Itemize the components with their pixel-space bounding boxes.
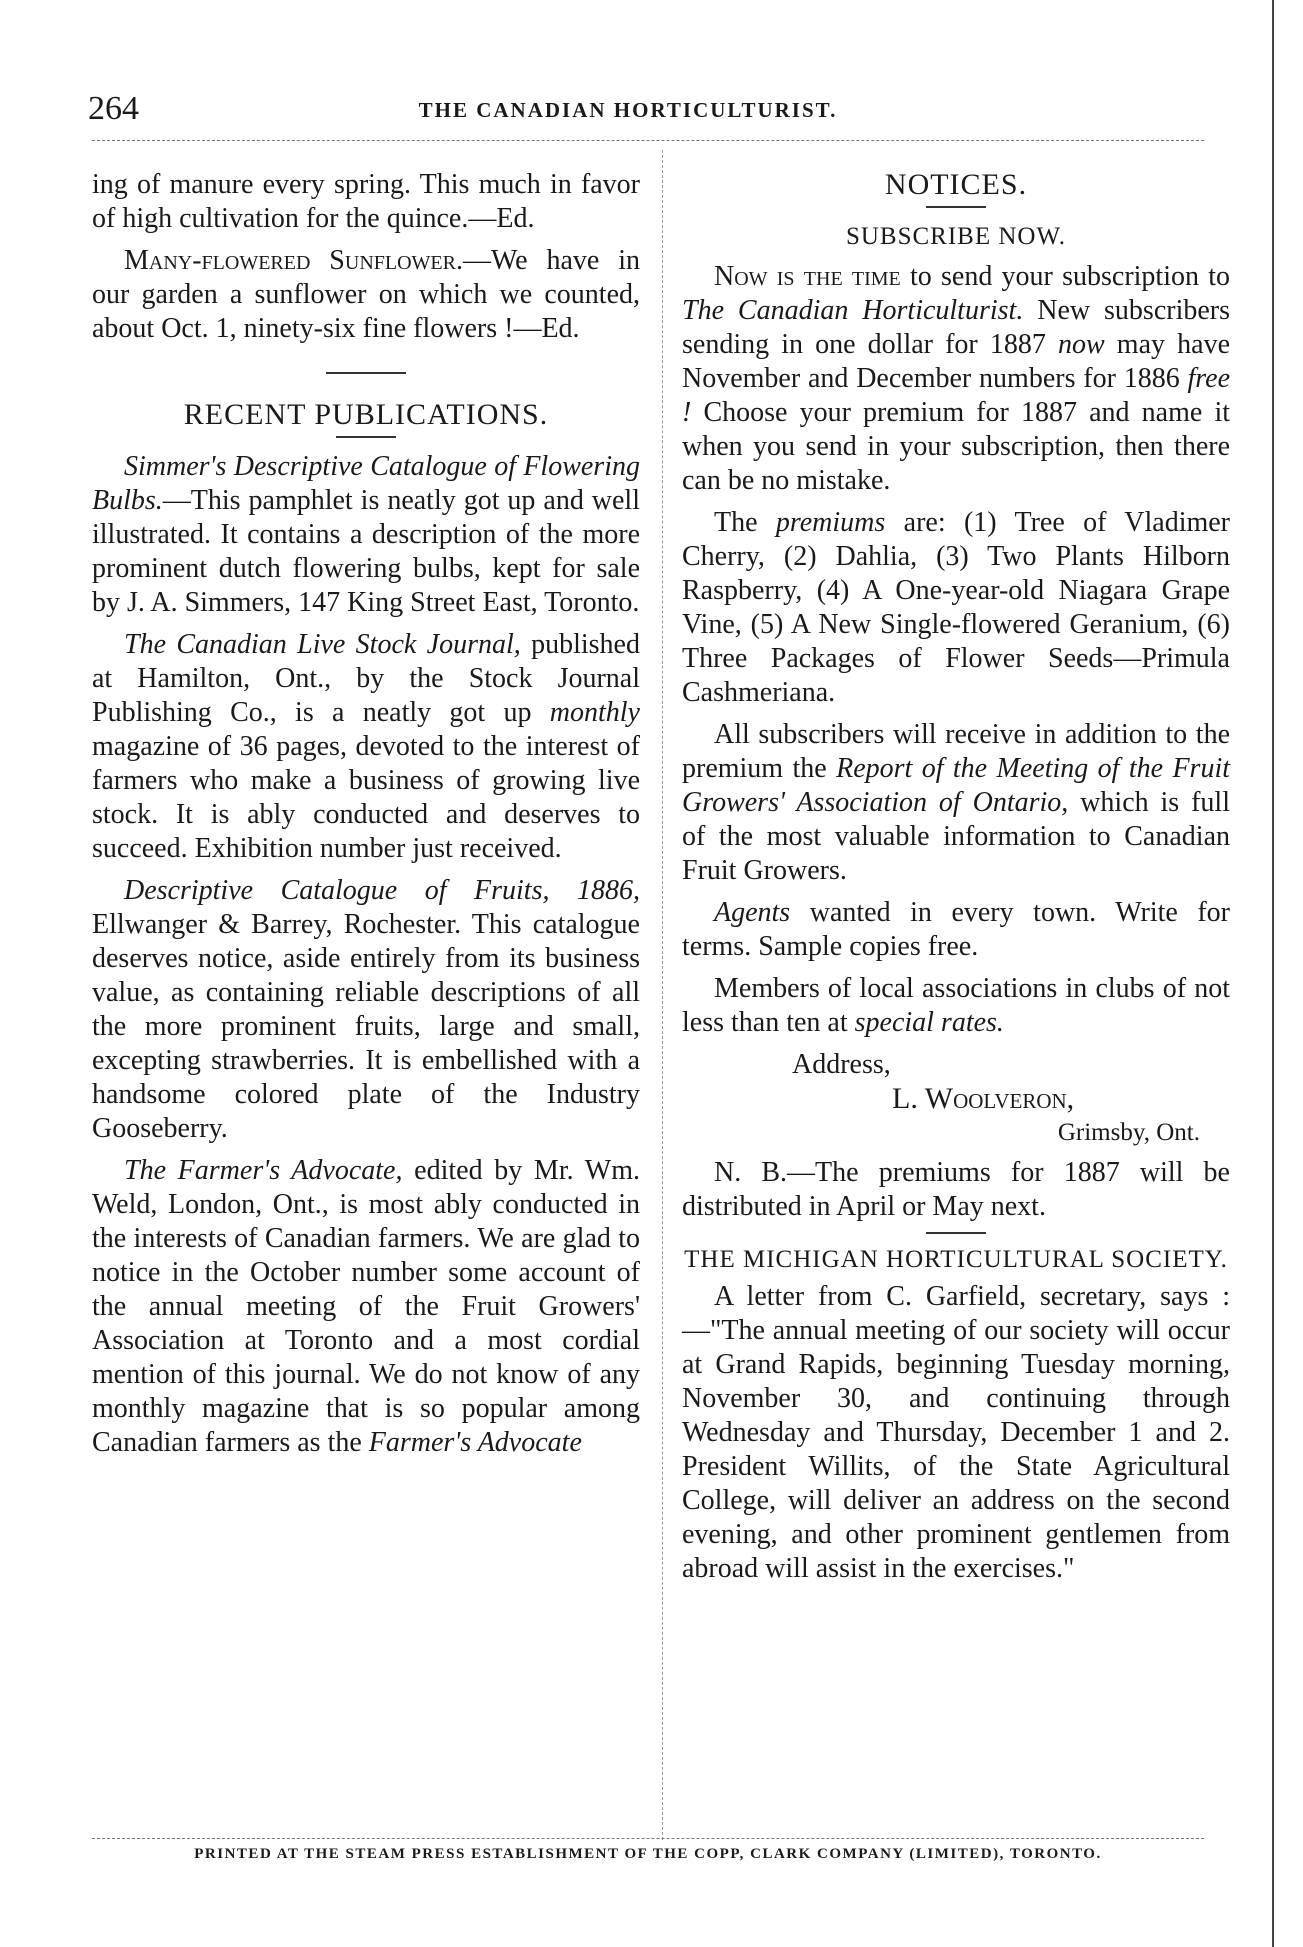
subscribe-text: to send your subscription to	[900, 261, 1230, 292]
subscribe-text: Choose your premium for 1887 and name it when you send in your subscription, then there can be no mistake.	[682, 397, 1230, 496]
header-rule	[92, 140, 1204, 141]
column-divider	[662, 150, 663, 1840]
signoff-address: Address,	[792, 1049, 891, 1080]
publication-title: The Canadian Live Stock Journal,	[124, 629, 521, 660]
nb-paragraph: N. B.—The premiums for 1887 will be distributed in April or May next.	[682, 1157, 1230, 1222]
publication-closing-title: Farmer's Advocate	[368, 1427, 582, 1458]
report-paragraph	[682, 718, 1230, 888]
section-rule	[926, 1232, 986, 1234]
premiums-text: are: (1) Tree of Vladimer Cherry, (2) Dahlia, (3) Two Plants Hilborn Raspberry, (4) A One-year-old Niagara Grape Vine, (5) A New Single-flowered Geranium, (6) Three Packages of Flower Seeds—Primula Cashmeriana.	[682, 507, 1230, 708]
left-column	[92, 168, 640, 1468]
michigan-paragraph: A letter from C. Garfield, secretary, says :—"The annual meeting of our society will occur at Grand Rapids, beginning Tuesday morning, November 30, and continuing through Wednesday and Thursday, December 1 and 2. President Willits, of the State Agricultural College, will deliver an address on the second evening, and other prominent gentlemen from abroad will assist in the exercises."	[682, 1281, 1230, 1584]
page-number: 264	[88, 90, 139, 127]
publication-text: magazine of 36 pages, devoted to the interest of farmers who make a business of growing live stock. It is ably conducted and deserves to succeed. Exhibition number just received.	[92, 731, 640, 864]
agents-text: wanted in every town. Write for terms. Sample copies free.	[682, 897, 1230, 962]
publication-title: Simmer's Descriptive Catalogue of Flowering Bulbs.	[92, 451, 640, 516]
signoff-place: Grimsby, Ont.	[1057, 1119, 1200, 1146]
agents-emphasis: Agents	[714, 897, 791, 928]
report-text: which is full of the most valuable information to Canadian Fruit Growers.	[682, 787, 1230, 886]
subscribe-paragraph	[682, 260, 1230, 498]
publication-item	[92, 450, 640, 620]
michigan-heading: THE MICHIGAN HORTICULTURAL SOCIETY.	[684, 1246, 1228, 1273]
running-title: THE CANADIAN HORTICULTURIST.	[418, 98, 838, 122]
publication-item	[92, 628, 640, 866]
special-rates-emphasis: special rates.	[854, 1007, 1004, 1038]
report-title: Report of the Meeting of the Fruit Growers' Association of Ontario,	[682, 753, 1230, 818]
publication-text: edited by Mr. Wm. Weld, London, Ont., is most ably conducted in the interests of Canadian farmers. We are glad to notice in the October number some account of the annual meeting of the Fruit Growers' Association at Toronto and a most cordial mention of this journal. We do not know of any monthly magazine that is so popular among Canadian farmers as the	[92, 1155, 640, 1458]
premiums-text: The	[714, 507, 776, 538]
publication-text: —This pamphlet is neatly got up and well illustrated. It contains a description of the more prominent dutch flowering bulbs, kept for sale by J. A. Simmers, 147 King Street East, Toronto.	[92, 485, 640, 618]
recent-publications-heading: RECENT PUBLICATIONS.	[183, 398, 549, 431]
publication-item	[92, 1154, 640, 1460]
members-text: Members of local associations in clubs of not less than ten at	[682, 973, 1230, 1038]
publication-text: published at Hamilton, Ont., by the Stock Journal Publishing Co., is a neatly got up	[92, 629, 640, 728]
section-rule	[926, 206, 986, 208]
publication-text: Ellwanger & Barrey, Rochester. This catalogue deserves notice, aside entirely from its business value, as containing reliable descriptions of all the more prominent fruits, large and small, excepting strawberries. It is embellished with a handsome colored plate of the Industry Gooseberry.	[92, 909, 640, 1144]
section-rule	[336, 436, 396, 438]
subscribe-lead: Now is the time	[714, 261, 901, 292]
sunflower-note	[92, 244, 640, 346]
report-text: All subscribers will receive in addition to the premium the	[682, 719, 1230, 784]
printer-imprint: PRINTED AT THE STEAM PRESS ESTABLISHMENT OF THE COPP, CLARK COMPANY (LIMITED), TORONTO.	[194, 1846, 1102, 1862]
publication-title: The Farmer's Advocate,	[124, 1155, 403, 1186]
page-header	[88, 90, 1168, 130]
signoff-name: L. Woolveron,	[892, 1082, 1075, 1115]
now-emphasis: now	[1058, 329, 1105, 360]
premiums-emphasis: premiums	[775, 507, 886, 538]
notices-heading: NOTICES.	[884, 168, 1028, 201]
subscribe-heading: SUBSCRIBE NOW.	[845, 223, 1067, 250]
subscribe-text: may have November and December numbers for 1886	[682, 329, 1230, 394]
page-edge-line	[1272, 0, 1274, 1947]
sunflower-note-title: Many-flowered Sunflower.	[124, 245, 463, 276]
publication-item	[92, 874, 640, 1146]
free-emphasis: free !	[682, 363, 1230, 428]
section-rule	[326, 372, 406, 374]
members-paragraph	[682, 972, 1230, 1040]
sunflower-note-text: —We have in our garden a sunflower on which we counted, about Oct. 1, ninety-six fine flowers !—Ed.	[92, 245, 640, 344]
publication-title: Descriptive Catalogue of Fruits, 1886,	[124, 875, 640, 906]
quince-note: ing of manure every spring. This much in favor of high cultivation for the quince.—Ed.	[92, 169, 640, 234]
agents-paragraph	[682, 896, 1230, 964]
publication-emphasis: monthly	[549, 697, 640, 728]
subscribe-text: New subscribers sending in one dollar for 1887	[682, 295, 1230, 360]
footer-rule	[92, 1838, 1204, 1839]
premiums-paragraph	[682, 506, 1230, 710]
right-column	[682, 168, 1230, 1594]
journal-title: The Canadian Horticulturist.	[682, 295, 1024, 326]
